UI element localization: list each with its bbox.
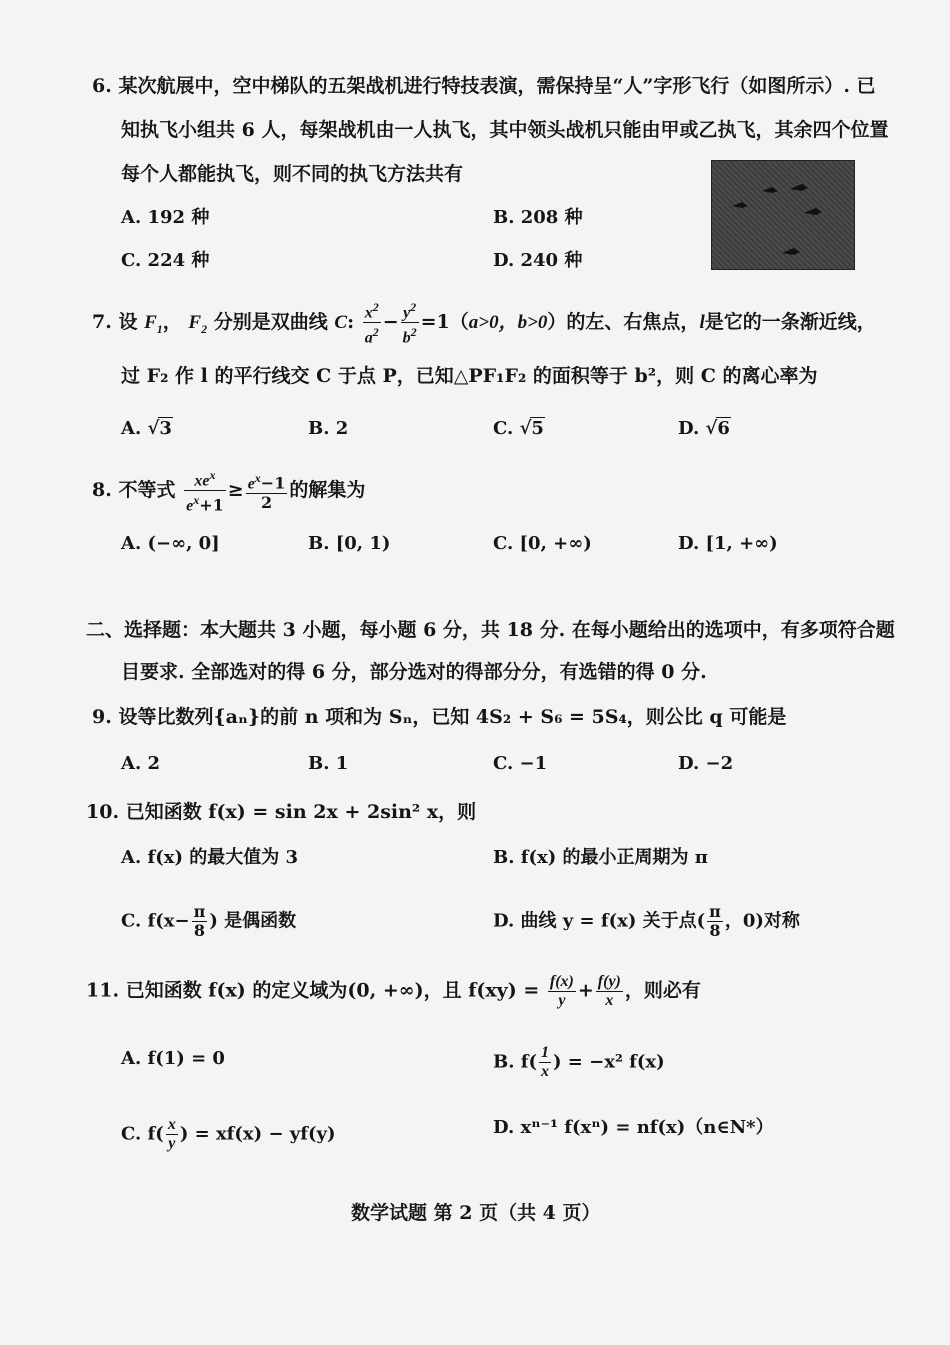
q6-text-3: 每个人都能执飞，则不同的执飞方法共有 <box>121 163 464 185</box>
q11-frac2-num: f(y) <box>597 973 621 990</box>
q8-option-d: D. [1, +∞) <box>678 533 778 554</box>
q11-option-a: A. f(1) = 0 <box>121 1048 225 1069</box>
q7-condition: a>0，b>0 <box>468 311 548 333</box>
q9-option-b: B. 1 <box>308 753 349 774</box>
q10-option-b: B. f(x) 的最小正周期为 π <box>493 847 708 868</box>
q8-geq: ≥ <box>227 478 244 501</box>
q11-option-b-pre: B. f( <box>493 1051 538 1073</box>
q10-option-c <box>121 903 296 940</box>
q7-f1-letter: F <box>144 311 157 333</box>
q9-line <box>92 705 786 729</box>
q11-frac1-num: f(x) <box>549 973 574 990</box>
q9-option-d: D. −2 <box>678 753 734 774</box>
q11-b-den: x <box>541 1063 550 1080</box>
q8-minus1: −1 <box>260 473 286 493</box>
q7-f2: $F_2$ <box>188 311 208 336</box>
q11-option-c-pre: C. f( <box>121 1123 164 1145</box>
q6-number: 6. <box>92 75 112 97</box>
q7-curve-name: C <box>334 311 348 333</box>
section2-heading-1: 二、选择题：本大题共 3 小题，每小题 6 分，共 18 分. 在每小题给出的选项中，有多项符合题 <box>86 619 895 641</box>
q7-minus: − <box>382 310 399 333</box>
q11-option-c <box>121 1116 336 1153</box>
q6-option-a: A. 192 种 <box>121 207 210 228</box>
q9-number: 9. <box>92 706 112 728</box>
q11-plus: + <box>577 979 594 1002</box>
q10-option-c-frac <box>192 903 208 940</box>
q7-f2-letter: F <box>188 311 202 333</box>
q9-text: 设等比数列{aₙ}的前 n 项和为 Sₙ，已知 4S₂ + S₆ = 5S₄，则公比 q 可能是 <box>118 706 787 728</box>
q10-option-d-frac <box>707 903 723 940</box>
q10-option-c-pre: C. f(x− <box>121 910 190 932</box>
q11-frac1 <box>548 973 576 1010</box>
q6-option-c: C. 224 种 <box>121 250 210 271</box>
q7-option-a-value: 3 <box>159 418 172 439</box>
q11-frac1-den: y <box>558 992 566 1009</box>
q11-line <box>86 973 701 1010</box>
q7-post1: ）的左、右焦点， <box>547 310 700 333</box>
section2-heading-2: 目要求. 全部选对的得 6 分，部分选对的得部分分，有选错的得 0 分. <box>121 661 707 683</box>
page-footer: 数学试题 第 2 页（共 4 页） <box>351 1202 601 1224</box>
q7-line1: 7. 设 $F_1$， $F_2$ 分别是双曲线 C: $\frac{x^2}{a^2}$ − $\frac{y^2}{b^2}$ =1（a>0，b>0）的左、右焦点，l是它的一条渐近线， <box>92 300 876 347</box>
q8-frac2-den: 2 <box>260 493 273 513</box>
q10-number: 10. <box>86 801 120 823</box>
q8-option-a: A. (−∞, 0] <box>121 533 220 554</box>
q8-option-b: B. [0, 1) <box>308 533 391 554</box>
q11-frac2-den: x <box>605 992 614 1009</box>
q10-c-num: π <box>193 902 206 921</box>
q11-option-b <box>493 1044 665 1081</box>
q11-option-c-post: ) = xf(x) − yf(y) <box>179 1123 336 1145</box>
q8-number: 8. <box>92 478 112 501</box>
q7-frac2-den: b <box>402 329 411 347</box>
q7-f1: $F_1$ <box>144 311 163 336</box>
q7-l: l <box>699 311 705 333</box>
q10-d-num: π <box>709 902 721 921</box>
q7-frac1-den: a <box>364 329 373 347</box>
q10-d-den: 8 <box>709 921 721 940</box>
q7-number: 7. <box>92 310 112 333</box>
q10-text: 已知函数 f(x) = sin 2x + 2sin² x，则 <box>125 801 477 823</box>
q7-option-a-label: A. <box>121 418 142 439</box>
q7-option-d: D. √6 <box>678 418 730 439</box>
q7-option-d-value: 6 <box>717 418 730 439</box>
q7-pre: 设 <box>118 310 138 333</box>
q7-frac-x: $\frac{x^2}{a^2}$ <box>364 300 379 347</box>
q7-option-c-label: C. <box>493 418 514 439</box>
q11-c-den: y <box>168 1135 176 1152</box>
q9-option-c: C. −1 <box>493 753 548 774</box>
q11-frac2 <box>596 973 623 1010</box>
q7-frac2-num: y <box>403 304 411 322</box>
q10-line <box>86 800 476 824</box>
q7-post2: 是它的一条渐近线， <box>704 310 876 333</box>
q11-option-d: D. xⁿ⁻¹ f(xⁿ) = nf(x)（n∈N*） <box>493 1117 774 1138</box>
q11-post: ，则必有 <box>624 979 701 1002</box>
q7-frac-y: $\frac{y^2}{b^2}$ <box>402 300 417 347</box>
q7-option-c-value: 5 <box>531 418 544 439</box>
q11-b-num: 1 <box>541 1044 550 1061</box>
q10-c-den: 8 <box>193 921 206 940</box>
q11-number: 11. <box>86 979 120 1002</box>
q11-option-b-frac <box>539 1044 551 1081</box>
q6-option-b: B. 208 种 <box>493 207 583 228</box>
q10-option-c-post: ) 是偶函数 <box>209 910 297 932</box>
q6-text-1: 某次航展中，空中梯队的五架战机进行特技表演，需保持呈“人”字形飞行（如图所示）. 已 <box>118 75 876 97</box>
q6-line1 <box>92 74 876 98</box>
q7-eq: =1（ <box>420 310 469 333</box>
q7-frac1-num: x <box>364 304 373 322</box>
q10-option-d-post: ，0)对称 <box>724 910 800 932</box>
q10-option-a: A. f(x) 的最大值为 3 <box>121 847 299 868</box>
q7-option-c: C. √5 <box>493 418 544 439</box>
q7-option-a: A. √3 <box>121 418 172 439</box>
q6-option-d: D. 240 种 <box>493 250 583 271</box>
q9-option-a: A. 2 <box>121 753 161 774</box>
jets-image <box>712 161 854 269</box>
q7-option-d-label: D. <box>678 418 700 439</box>
q10-option-d-pre: D. 曲线 y = f(x) 关于点( <box>493 910 706 932</box>
q11-option-c-frac <box>166 1116 178 1153</box>
q7-text-2: 过 F₂ 作 l 的平行线交 C 于点 P，已知△PF₁F₂ 的面积等于 b²，则 C 的离心率为 <box>121 365 818 387</box>
q8-frac1-num: xe <box>194 472 210 490</box>
q8-pre: 不等式 <box>118 478 176 501</box>
q7-mid: 分别是双曲线 <box>213 310 328 333</box>
q8-frac2-num: e <box>247 475 255 493</box>
q7-option-b: B. 2 <box>308 418 349 439</box>
q11-pre: 已知函数 f(x) 的定义域为(0, +∞)，且 f(xy) = <box>125 979 540 1002</box>
q8-line <box>92 466 365 516</box>
q8-frac1-den: e <box>186 497 194 515</box>
q8-frac-left: $\frac{xe^x}{e^x+1}$ <box>186 468 224 515</box>
q8-option-c: C. [0, +∞) <box>493 533 592 554</box>
q11-c-num: x <box>167 1116 176 1133</box>
q8-plus1: +1 <box>199 495 224 515</box>
q11-option-b-post: ) = −x² f(x) <box>553 1051 665 1073</box>
q8-post: 的解集为 <box>289 478 366 501</box>
q8-frac-right: $\frac{e^x-1}{2}$ <box>247 471 286 513</box>
airshow-photo <box>711 160 855 270</box>
q10-option-d <box>493 903 800 940</box>
q6-text-2: 知执飞小组共 6 人，每架战机由一人执飞，其中领头战机只能由甲或乙执飞，其余四个位置 <box>121 119 889 141</box>
